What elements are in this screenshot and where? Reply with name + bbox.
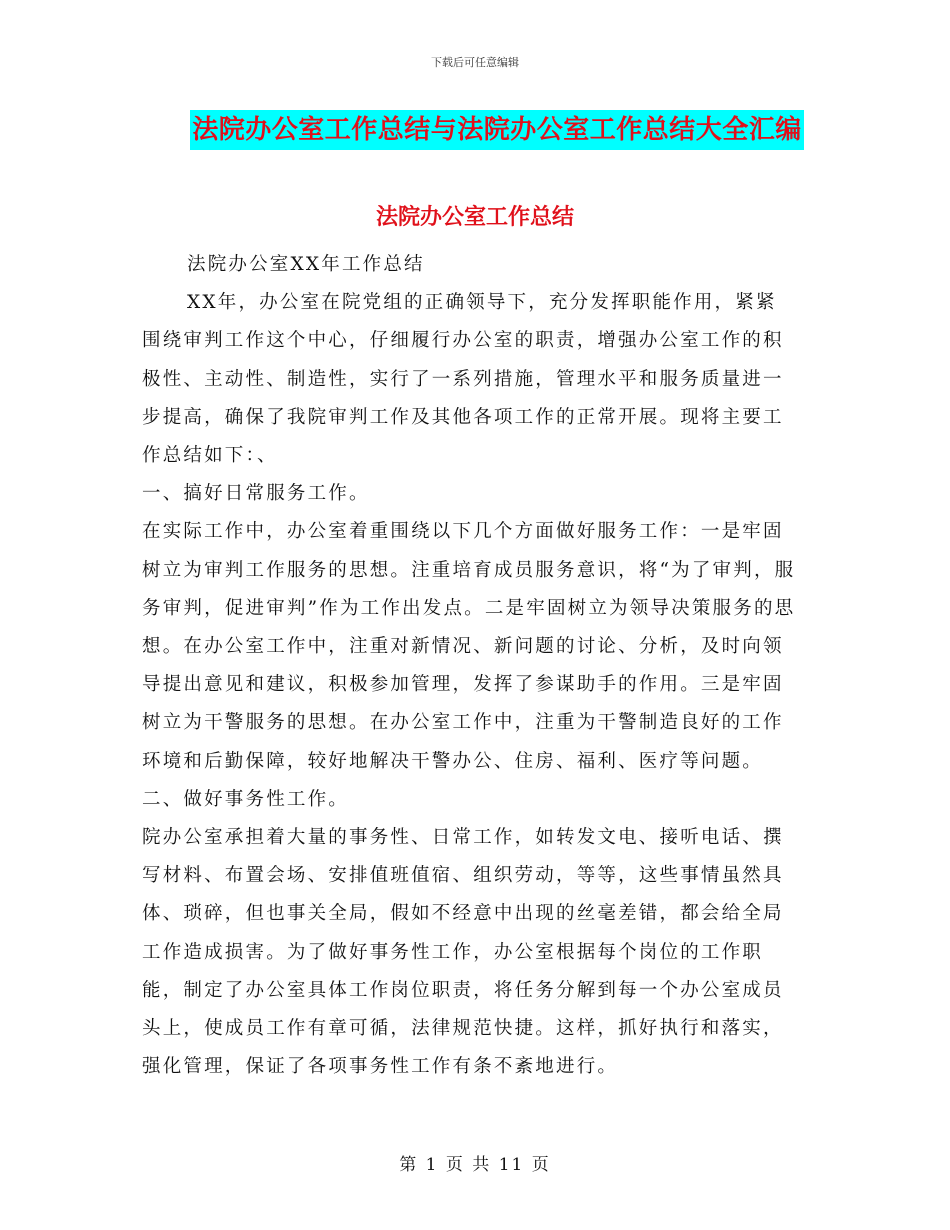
header-note: 下载后可任意编辑 xyxy=(431,56,519,69)
section-title: 法院办公室工作总结 xyxy=(375,205,574,230)
main-title: 法院办公室工作总结与法院办公室工作总结大全汇编 xyxy=(190,110,804,150)
page-footer: 第 1 页 共 11 页 xyxy=(399,1155,551,1175)
main-title-container xyxy=(0,110,950,150)
heading-one: 一、搞好日常服务工作。 xyxy=(142,483,370,505)
heading-two: 二、做好事务性工作。 xyxy=(142,788,350,810)
affairs-paragraph: 院办公室承担着大量的事务性、日常工作，如转发文电、接听电话、撰写材料、布置会场、安排值班值宿、组织劳动，等等，这些事情虽然具体、琐碎，但也事关全局，假如不经意中出现的丝毫差错，都会给全局工作造成损害。为了做好事务性工作，办公室根据每个岗位的工作职能，制定了办公室具体工作岗位职责，将任务分解到每一个办公室成员头上，使成员工作有章可循，法律规范快捷。这样，抓好执行和落实，强化管理，保证了各项事务性工作有条不紊地进行。 xyxy=(142,827,784,1078)
service-paragraph: 在实际工作中，办公室着重围绕以下几个方面做好服务工作：一是牢固树立为审判工作服务的思想。注重培育成员服务意识，将“为了审判，服务审判，促进审判”作为工作出发点。二是牢固树立为领导决策服务的思想。在办公室工作中，注重对新情况、新问题的讨论、分析，及时向领导提出意见和建议，积极参加管理，发挥了参谋助手的作用。三是牢固树立为干警服务的思想。在办公室工作中，注重为干警制造良好的工作环境和后勤保障，较好地解决干警办公、住房、福利、医疗等问题。 xyxy=(142,521,796,772)
intro-paragraph: XX年，办公室在院党组的正确领导下，充分发挥职能作用，紧紧围绕审判工作这个中心，仔细履行办公室的职责，增强办公室工作的积极性、主动性、制造性，实行了一系列措施，管理水平和服务质量进一步提高，确保了我院审判工作及其他各项工作的正常开展。现将主要工作总结如下：、 xyxy=(142,292,784,467)
document-body xyxy=(142,246,797,1086)
subtitle-paragraph: 法院办公室XX年工作总结 xyxy=(187,254,425,275)
